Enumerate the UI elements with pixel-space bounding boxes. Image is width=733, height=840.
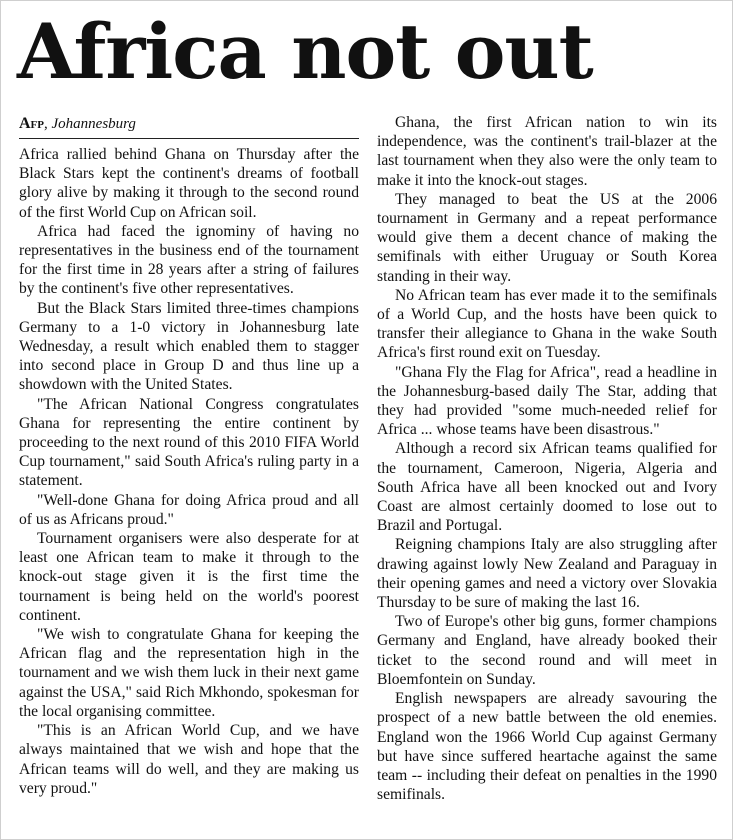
article-paragraph: Africa rallied behind Ghana on Thursday after the Black Stars kept the continent's dreams of football glory alive by making it through to the second round of the first World Cup on African soil. (19, 146, 359, 221)
byline (19, 115, 359, 139)
byline-dateline: Johannesburg (51, 116, 136, 132)
article-paragraph: "Well-done Ghana for doing Africa proud and all of us as Africans proud." (19, 491, 359, 528)
article-paragraph: English newspapers are already savouring the prospect of a new battle between the old enemies. England won the 1966 World Cup against Germany but have since suffered heartache against the same team -- including their defeat on penalties in the 1990 semifinals. (377, 690, 717, 804)
article-paragraph: But the Black Stars limited three-times champions Germany to a 1-0 victory in Johannesburg late Wednesday, a result which enabled them to stagger into second place in Group D and thus line up a showdown with the United States. (19, 299, 359, 394)
article-paragraph: Africa had faced the ignominy of having no representatives in the business end of the tournament for the first time in 28 years after a string of failures by the continent's five other representatives. (19, 222, 359, 298)
byline-separator: , (44, 116, 52, 132)
headline: Africa not out (17, 7, 593, 96)
article-paragraph: Reigning champions Italy are also struggling after drawing against lowly New Zealand and Paraguay in their opening games and need a victory over Slovakia Thursday to be sure of making the last 16. (377, 536, 717, 612)
article-paragraph: "The African National Congress congratulates Ghana for representing the entire continent by proceeding to the next round of this 2010 FIFA World Cup tournament," said South Africa's ruling party in a statement. (19, 395, 359, 490)
article-paragraph: They managed to beat the US at the 2006 tournament in Germany and a repeat performance would give them a decent chance of making the semifinals with either Uruguay or South Korea standing in their way. (377, 190, 717, 285)
article-paragraph: Ghana, the first African nation to win its independence, was the continent's trail-blazer at the last tournament when they also were the only team to make it into the knock-out stages. (377, 114, 717, 189)
column-left (19, 113, 359, 798)
article-paragraph: "We wish to congratulate Ghana for keeping the African flag and the representation high in the tournament and we wish them luck in their next game against the USA," said Rich Mkhondo, spokesman for the local organising committee. (19, 626, 359, 720)
article-paragraph: "Ghana Fly the Flag for Africa", read a headline in the Johannesburg-based daily The Star, adding that they had provided "some much-needed relief for Africa ... whose teams have been disastrous." (377, 363, 717, 439)
article-paragraph: No African team has ever made it to the semifinals of a World Cup, and the hosts have been quick to transfer their allegiance to Ghana in the wake South Africa's first round exit on Tuesday. (377, 286, 717, 362)
article-paragraph: Although a record six African teams qualified for the tournament, Cameroon, Nigeria, Algeria and South Africa have all been knocked out and Ivory Coast are almost certainly doomed to lose out to Brazil and Portugal. (377, 440, 717, 535)
byline-agency: Afp (19, 115, 44, 132)
article-paragraph: Two of Europe's other big guns, former champions Germany and England, have already booked their ticket to the second round and will meet in Bloemfontein on Sunday. (377, 613, 717, 688)
article-paragraph: "This is an African World Cup, and we have always maintained that we wish and hope that the African teams will do well, and they are making us very proud." (19, 722, 359, 797)
article-paragraph: Tournament organisers were also desperate for at least one African team to make it through to the knock-out stage given it is the first time the tournament is being held on the world's poorest continent. (19, 530, 359, 624)
column-right (377, 113, 717, 804)
